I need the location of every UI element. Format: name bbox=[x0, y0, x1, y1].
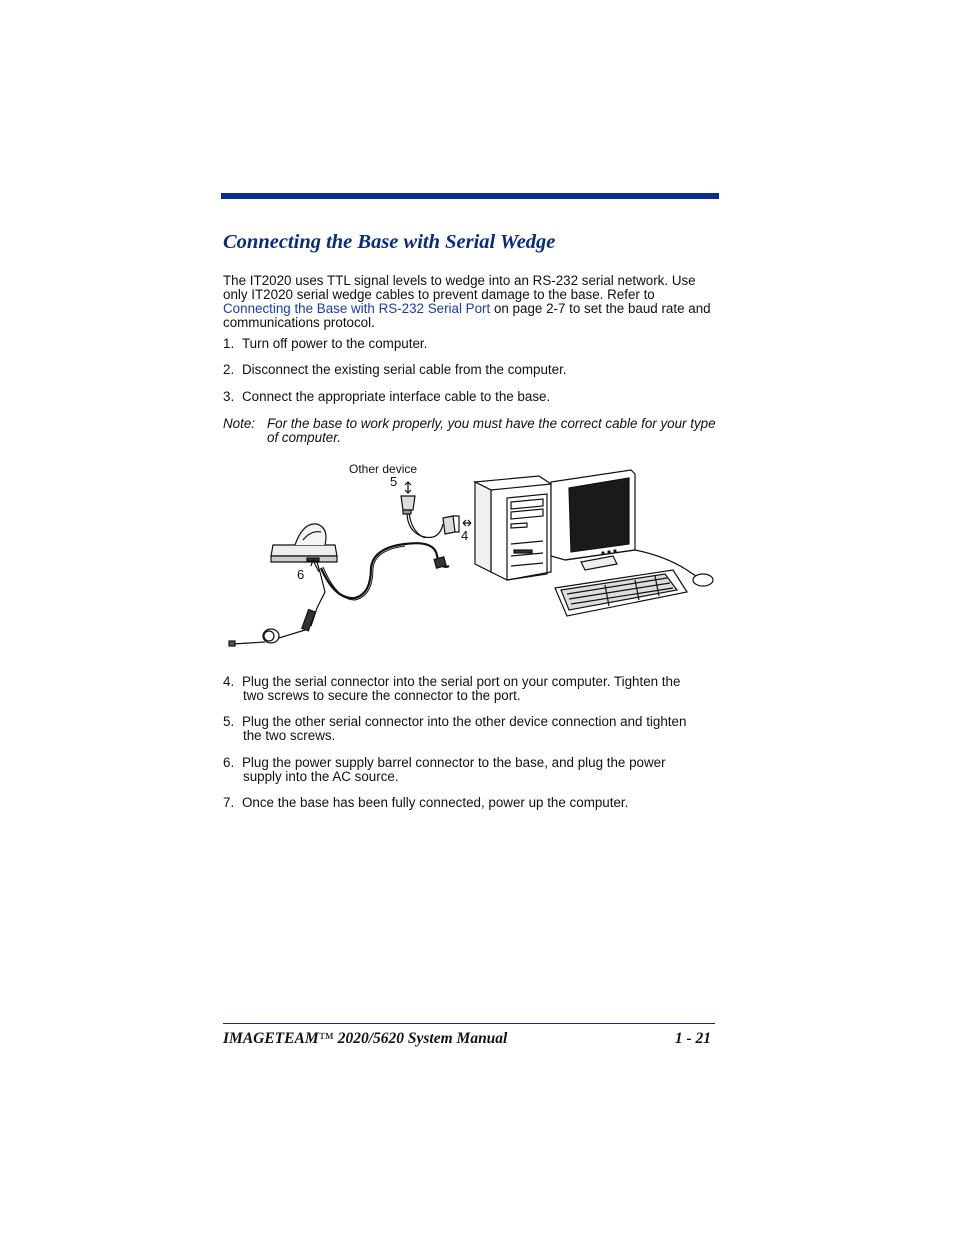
step-1: 1. Turn off power to the computer. bbox=[223, 336, 428, 351]
note-label: Note: bbox=[223, 416, 256, 431]
power-cable-illustration bbox=[229, 562, 325, 646]
note-text: For the base to work properly, you must have the correct cable for your type of computer. bbox=[267, 416, 716, 445]
label-other-device: Other device bbox=[349, 462, 418, 476]
intro-paragraph bbox=[223, 274, 723, 330]
db9-connector-other-device bbox=[401, 482, 415, 514]
computer-tower-illustration bbox=[475, 476, 551, 580]
callout-5: 5 bbox=[390, 474, 398, 489]
connection-illustration bbox=[225, 460, 725, 660]
serial-cable-illustration bbox=[321, 512, 449, 600]
header-rule bbox=[221, 193, 719, 199]
intro-text-before: The IT2020 uses TTL signal levels to wedge into an RS-232 serial network. Use only IT2020 serial wedge cables to prevent damage to the base. Refer to bbox=[223, 273, 696, 302]
step-3: 3. Connect the appropriate interface cable to the base. bbox=[223, 389, 551, 404]
note bbox=[223, 417, 723, 445]
footer-rule bbox=[223, 1023, 715, 1024]
step-6: 6. Plug the power supply barrel connector to the base, and plug the power supply into the AC source. bbox=[223, 755, 666, 784]
step-7: 7. Once the base has been fully connected, power up the computer. bbox=[223, 795, 629, 810]
footer-page-number: 1 - 21 bbox=[674, 1030, 711, 1047]
step-4: 4. Plug the serial connector into the serial port on your computer. Tighten the two screws to secure the connector to the port. bbox=[223, 674, 681, 703]
rs232-link[interactable]: Connecting the Base with RS-232 Serial Port bbox=[223, 301, 491, 316]
connection-diagram bbox=[225, 460, 725, 660]
keyboard-illustration bbox=[555, 570, 687, 616]
step-2: 2. Disconnect the existing serial cable from the computer. bbox=[223, 362, 567, 377]
monitor-illustration bbox=[551, 470, 635, 570]
callout-4: 4 bbox=[461, 528, 469, 543]
base-unit-illustration bbox=[271, 524, 337, 562]
section-title: Connecting the Base with Serial Wedge bbox=[223, 231, 556, 253]
step-5: 5. Plug the other serial connector into the other device connection and tighten the two screws. bbox=[223, 714, 687, 743]
callout-6: 6 bbox=[297, 567, 305, 582]
intro-text-after: on page 2-7 to set the baud rate and communications protocol. bbox=[223, 301, 711, 330]
footer-manual-title: IMAGETEAM™ 2020/5620 System Manual bbox=[223, 1030, 508, 1047]
